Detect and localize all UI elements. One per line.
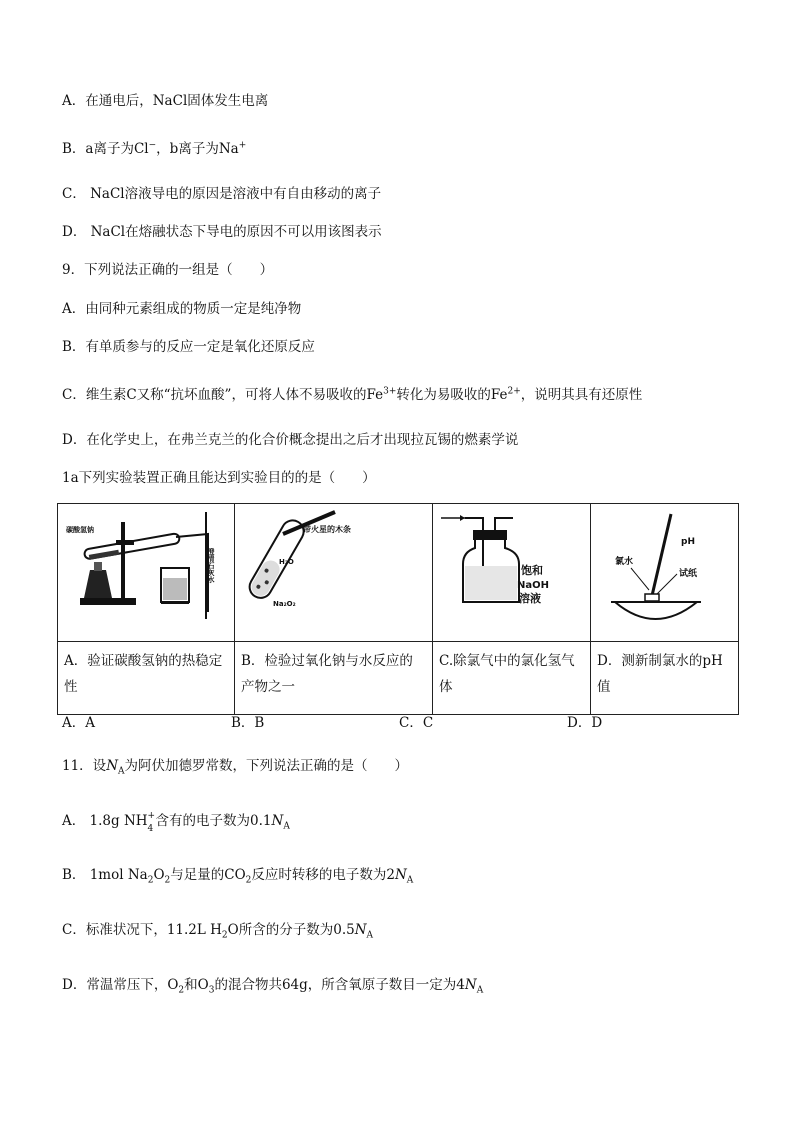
- sodium-bicarbonate-label: 碳酸氢钠: [66, 526, 94, 534]
- caption-c: C.除氯气中的氯化氢气体: [433, 642, 591, 715]
- ph-label: pH: [681, 537, 695, 547]
- naoh-label: NaOH: [517, 580, 549, 591]
- ph-test-diagram: [591, 504, 737, 637]
- q11-option-d: D．常温常压下，$O_2$和$O_3$的混合物共64g，所含氧原子数目一定为$4N_A$: [62, 977, 484, 996]
- q10-stem: 1a下列实验装置正确且能达到实验目的的是（ ）: [62, 470, 376, 486]
- q11-option-b: B． 1mol $Na_2O_2$与足量的$CO_2$反应时转移的电子数为$2N_A$: [62, 867, 414, 886]
- q10-option-c: C．C: [399, 715, 434, 731]
- q8-option-d: D． NaCl在熔融状态下导电的原因不可以用该图表示: [62, 224, 382, 240]
- caption-a: A．验证碳酸氢钠的热稳定性: [58, 642, 235, 715]
- figure-d-cell: [591, 504, 739, 642]
- q10-option-d: D．D: [567, 715, 603, 731]
- q11-option-a: A． 1.8g NH + 4 含有的电子数为$0.1N_A$: [62, 811, 290, 834]
- test-paper-label: 试纸: [679, 569, 698, 579]
- q10-experiment-table: [57, 503, 739, 715]
- q11-option-c: C．标准状况下，11.2L $H_2O$所含的分子数为$0.5N_A$: [62, 922, 374, 941]
- q9-option-d: D．在化学史上，在弗兰克兰的化合价概念提出之后才出现拉瓦锡的燃素学说: [62, 432, 519, 448]
- solution-label: 溶液: [519, 592, 541, 605]
- figure-b-cell: [235, 504, 433, 642]
- gas-washing-bottle-diagram: [433, 504, 589, 637]
- q10-option-b: B．B: [231, 715, 265, 731]
- figure-c-cell: [433, 504, 591, 642]
- figure-a-cell: [58, 504, 235, 642]
- sodium-peroxide-label: Na₂O₂: [273, 600, 296, 608]
- glowing-splint-label: 带火星的木条: [303, 525, 351, 534]
- q9-option-c: C．维生素C又称“抗坏血酸”，可将人体不易吸收的$Fe^{3+}$转化为易吸收的$Fe^{2+}$，说明其具有还原性: [62, 386, 643, 403]
- chlorine-water-label: 氯水: [615, 557, 634, 567]
- q11-stem: 11．设$N_A$为阿伏加德罗常数，下列说法正确的是（ ）: [62, 758, 408, 777]
- test-tube-diagram: [235, 504, 431, 637]
- saturated-label: 饱和: [521, 564, 543, 577]
- limewater-label: 澄清石灰水: [207, 548, 215, 583]
- q8-option-a: A．在通电后，NaCl固体发生电离: [62, 93, 269, 109]
- q8-option-b: B．a离子为Cl−，b离子为Na+: [62, 140, 247, 157]
- q9-option-b: B．有单质参与的反应一定是氧化还原反应: [62, 339, 315, 355]
- q10-option-a: A．A: [62, 715, 95, 731]
- q9-option-a: A．由同种元素组成的物质一定是纯净物: [62, 301, 302, 317]
- caption-d: D．测新制氯水的pH值: [591, 642, 739, 715]
- water-label: H₂O: [279, 558, 294, 566]
- heating-apparatus-diagram: [58, 504, 233, 637]
- q9-stem: 9．下列说法正确的一组是（ ）: [62, 262, 274, 278]
- caption-b: B．检验过氧化钠与水反应的产物之一: [235, 642, 433, 715]
- q8-option-c: C． NaCl溶液导电的原因是溶液中有自由移动的离子: [62, 186, 382, 202]
